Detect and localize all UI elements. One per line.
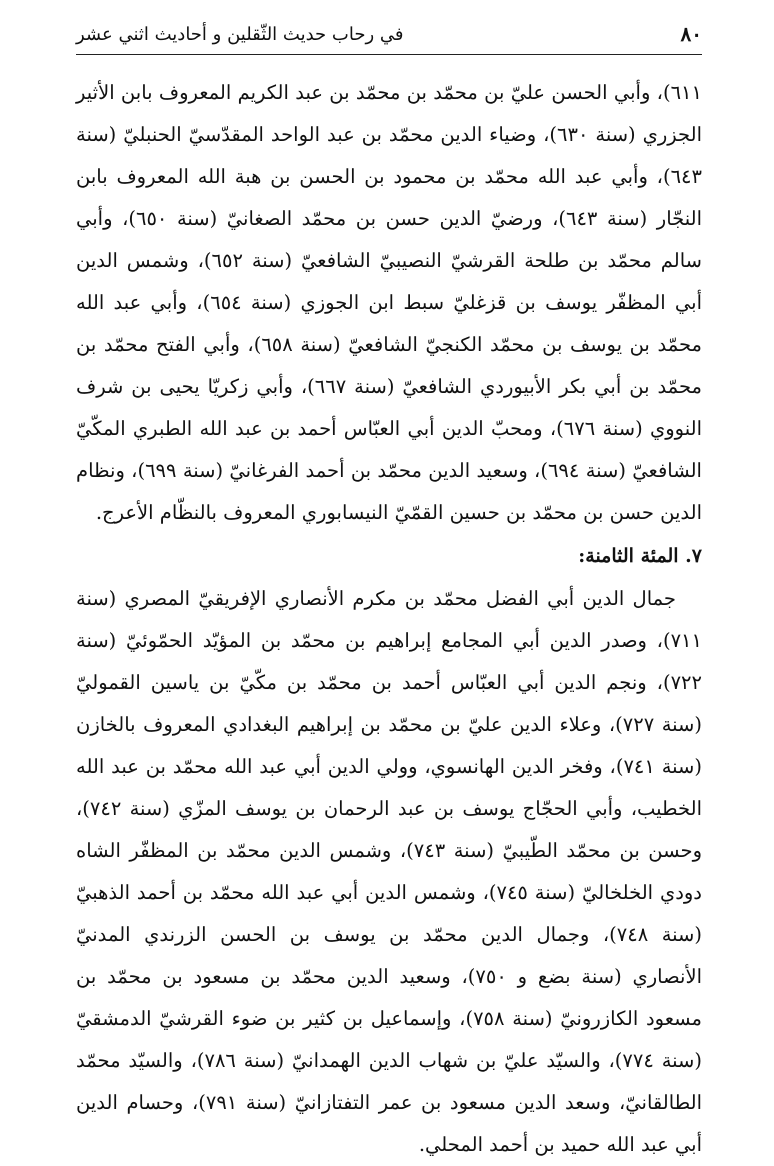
page-number: ٨٠ bbox=[680, 22, 702, 46]
section-heading: ٧. المئة الثامنة: bbox=[578, 545, 702, 567]
page-body bbox=[76, 72, 702, 1166]
paragraph-continued: ٦١١)، وأبي الحسن عليّ بن محمّد بن محمّد بن عبد الكريم المعروف بابن الأثير الجزري (سنة ٦٣٠)، وضياء الدين محمّد بن عبد الواحد المقدّسيّ الحنبليّ (سنة ٦٤٣)، وأبي عبد الله محمّد بن محمود بن الحسن بن هبة الله المعروف بابن النجّار (سنة ٦٤٣)، ورضيّ الدين حسن بن محمّد الصغانيّ (سنة ٦٥٠)، وأبي سالم محمّد بن طلحة القرشيّ النصيبيّ الشافعيّ (سنة ٦٥٢)، وشمس الدين أبي المظفّر يوسف بن قزغليّ سبط ابن الجوزي (سنة ٦٥٤)، وأبي عبد الله محمّد بن يوسف بن محمّد الكنجيّ الشافعيّ (سنة ٦٥٨)، وأبي الفتح محمّد بن محمّد بن أبي بكر الأبيوردي الشافعيّ (سنة ٦٦٧)، وأبي زكريّا يحيى بن شرف النووي (سنة ٦٧٦)، ومحبّ الدين أبي العبّاس أحمد بن عبد الله الطبري المكّيّ الشافعيّ (سنة ٦٩٤)، وسعيد الدين محمّد بن أحمد الفرغانيّ (سنة ٦٩٩)، ونظام الدين حسن بن محمّد بن حسين القمّيّ النيسابوري المعروف بالنظّام الأعرج. bbox=[76, 81, 703, 524]
running-title: في رحاب حديث الثّقلين و أحاديث اثني عشر bbox=[76, 24, 404, 45]
paragraph-eighth-century: جمال الدين أبي الفضل محمّد بن مكرم الأنصاري الإفريقيّ المصري (سنة ٧١١)، وصدر الدين أبي المجامع إبراهيم بن محمّد بن المؤيّد الحمّوئيّ (سنة ٧٢٢)، ونجم الدين أبي العبّاس أحمد بن محمّد بن مكّيّ بن ياسين القموليّ (سنة ٧٢٧)، وعلاء الدين عليّ بن محمّد بن إبراهيم البغدادي المعروف بالخازن (سنة ٧٤١)، وفخر الدين الهانسوي، وولي الدين أبي عبد الله محمّد بن عبد الله الخطيب، وأبي الحجّاج يوسف بن عبد الرحمان بن يوسف المزّي (سنة ٧٤٢)، وحسن بن محمّد الطّيبيّ (سنة ٧٤٣)، وشمس الدين محمّد بن المظفّر الشاه دودي الخلخاليّ (سنة ٧٤٥)، وشمس الدين أبي عبد الله محمّد بن أحمد الذهبيّ (سنة ٧٤٨)، وجمال الدين محمّد بن يوسف بن الحسن الزرندي المدنيّ الأنصاري (سنة بضع و ٧٥٠)، وسعيد الدين محمّد بن مسعود بن محمّد بن مسعود الكازرونيّ (سنة ٧٥٨)، وإسماعيل بن كثير بن ضوء القرشيّ الدمشقيّ (سنة ٧٧٤)، والسيّد عليّ بن شهاب الدين الهمدانيّ (سنة ٧٨٦)، والسيّد محمّد الطالقانيّ، وسعد الدين مسعود بن عمر التفتازانيّ (سنة ٧٩١)، وحسام الدين أبي عبد الله حميد بن أحمد المحلي. bbox=[76, 587, 703, 1156]
page-header bbox=[76, 20, 702, 55]
